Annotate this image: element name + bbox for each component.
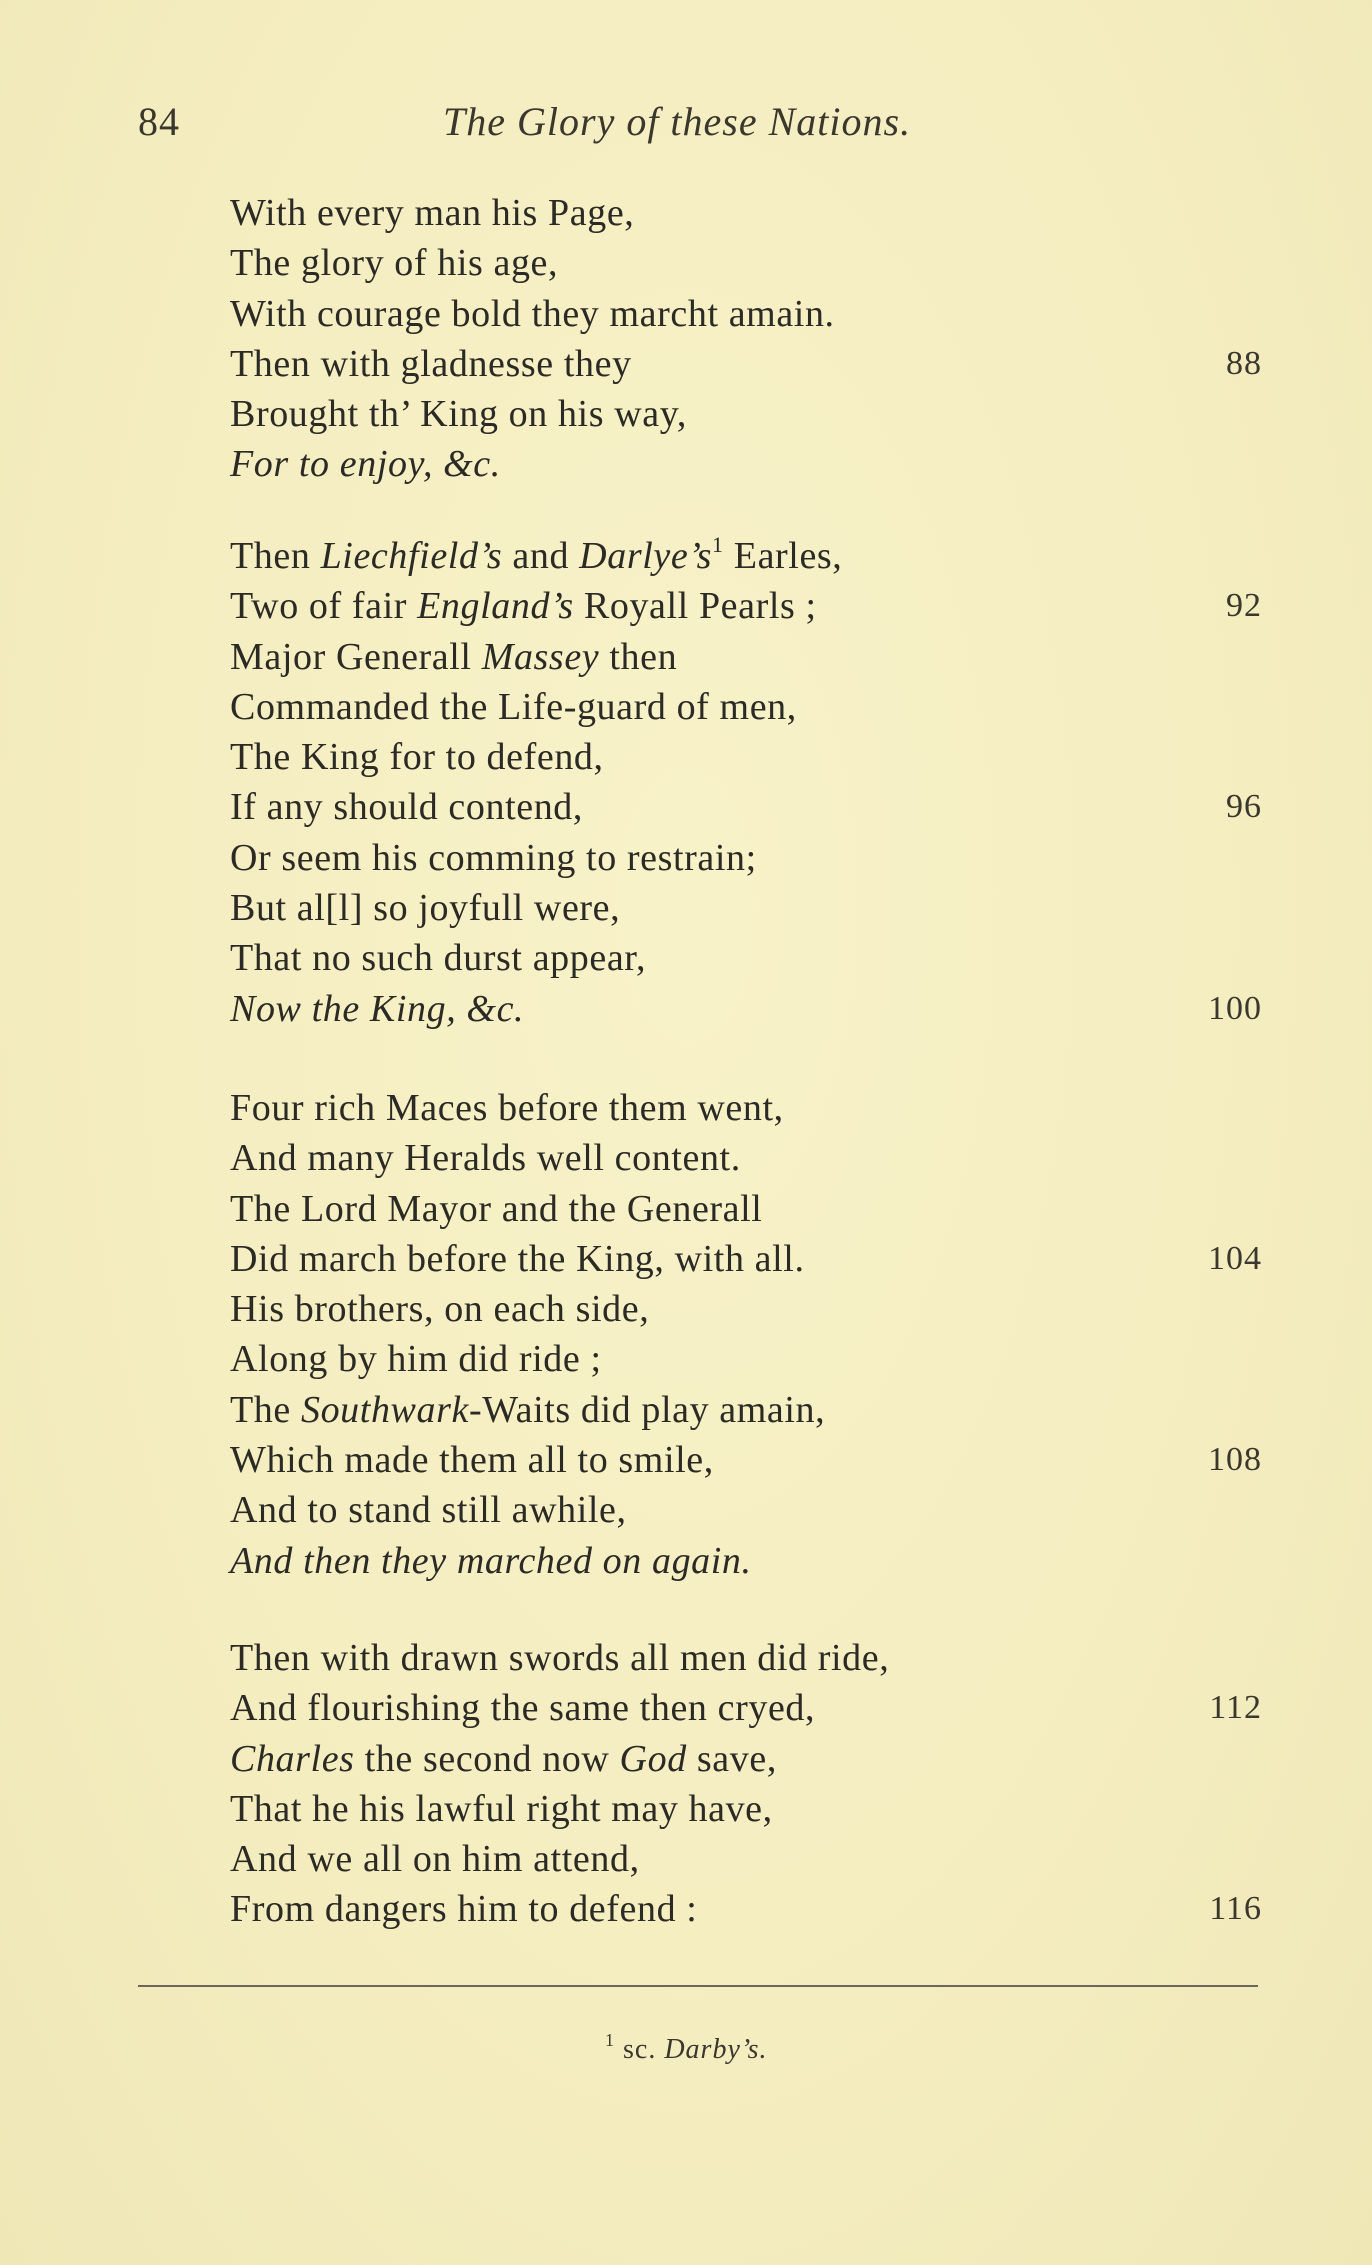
line-number: 108 xyxy=(1208,1441,1262,1479)
line-number: 116 xyxy=(1209,1890,1262,1928)
footnote-text: Darby’s. xyxy=(664,2034,768,2065)
line-number: 112 xyxy=(1209,1689,1262,1727)
verse-line: Which made them all to smile, 108 xyxy=(230,1435,1270,1485)
line-number: 104 xyxy=(1208,1239,1262,1277)
verse-line: But al[l] so joyfull were, xyxy=(230,887,621,930)
verse-line: Then with gladnesse they 88 xyxy=(230,339,1270,389)
footnote-prefix: sc. xyxy=(623,2034,665,2065)
verse-line: The King for to defend, xyxy=(230,736,604,779)
verse-line: The glory of his age, xyxy=(230,242,559,285)
verse-line: If any should contend, 96 xyxy=(230,782,1270,832)
verse-line: Along by him did ride ; xyxy=(230,1338,602,1381)
verse-line: From dangers him to defend : 116 xyxy=(230,1884,1270,1934)
verse-line: And many Heralds well content. xyxy=(230,1137,741,1180)
stanza-1 xyxy=(230,188,1270,490)
footnote-number: 1 xyxy=(605,2030,615,2050)
verse-line: And to stand still awhile, xyxy=(230,1489,627,1532)
line-number: 100 xyxy=(1208,989,1262,1027)
verse-line: Or seem his comming to restrain; xyxy=(230,836,757,879)
verse-line: That no such durst appear, xyxy=(230,937,647,980)
line-number: 88 xyxy=(1226,344,1262,382)
verse-line: And flourishing the same then cryed, 112 xyxy=(230,1683,1270,1733)
verse-line: The Lord Mayor and the Generall xyxy=(230,1187,763,1230)
verse-line: With every man his Page, xyxy=(230,192,635,234)
verse-line: That he his lawful right may have, xyxy=(230,1787,773,1830)
verse-line-refrain: Now the King, &c. 100 xyxy=(230,984,1270,1034)
footnote-rule-left xyxy=(138,1985,548,1987)
verse-line-refrain: And then they marched on again. xyxy=(230,1539,752,1582)
verse-line: Commanded the Life-guard of men, xyxy=(230,685,797,728)
footnote-rule-right xyxy=(548,1985,1258,1987)
stanza-3 xyxy=(230,1083,1270,1586)
verse-line: His brothers, on each side, xyxy=(230,1288,650,1331)
page-header xyxy=(138,98,1258,158)
verse-line: Then Liechfield’s and $Darlye’s^1$ Earles, xyxy=(230,532,843,577)
running-title: The Glory of these Nations. xyxy=(443,99,912,144)
line-number: 96 xyxy=(1226,788,1262,826)
verse-line: And we all on him attend, xyxy=(230,1838,640,1881)
line-number: 92 xyxy=(1226,587,1262,625)
verse-line: The Southwark-Waits did play amain, xyxy=(230,1388,826,1431)
verse-line: Did march before the King, with all. 104 xyxy=(230,1234,1270,1284)
verse-line: Then with drawn swords all men did ride, xyxy=(230,1637,890,1679)
verse-line-refrain: For to enjoy, &c. xyxy=(230,443,501,486)
verse-line: Major Generall Massey then xyxy=(230,635,678,678)
verse-line: Two of fair England’s Royall Pearls ; 92 xyxy=(230,581,1270,631)
footnote-marker: 1 xyxy=(712,532,724,557)
stanza-4 xyxy=(230,1633,1270,1935)
verse-line: Brought th’ King on his way, xyxy=(230,393,687,436)
stanza-2 xyxy=(230,531,1270,1034)
verse-line: With courage bold they marcht amain. xyxy=(230,292,835,335)
verse-line: Four rich Maces before them went, xyxy=(230,1087,784,1129)
verse-line: Charles the second now God save, xyxy=(230,1737,777,1780)
footnote xyxy=(605,2030,768,2066)
page-number: 84 xyxy=(138,99,180,144)
